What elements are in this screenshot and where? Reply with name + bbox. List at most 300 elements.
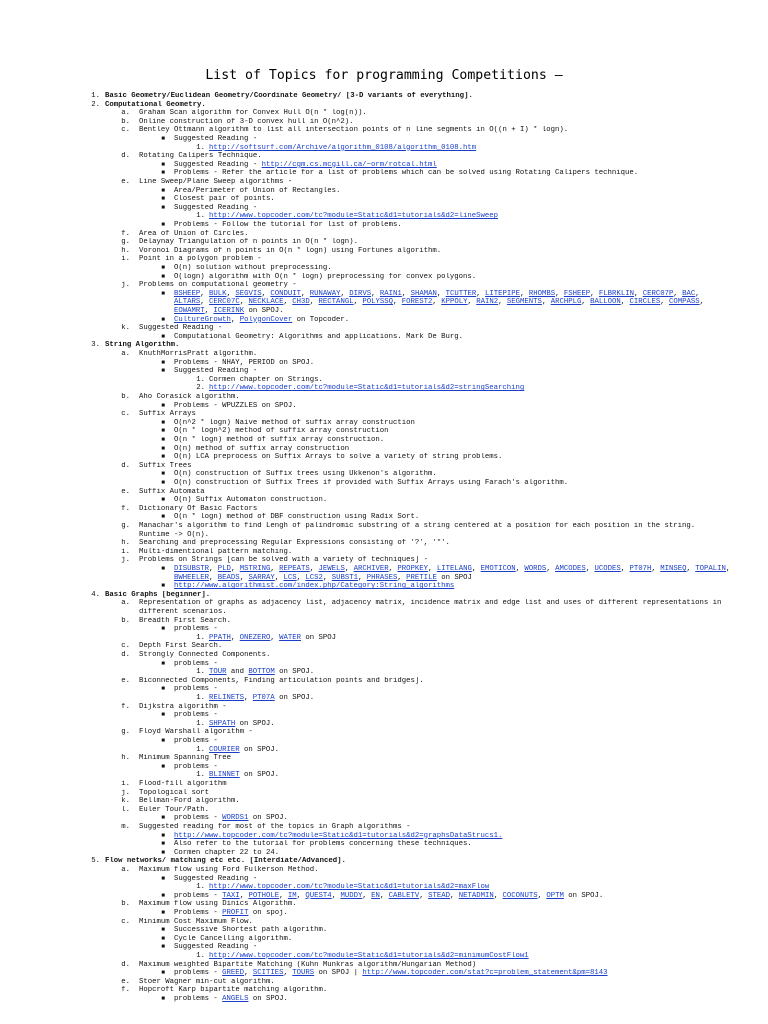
text-segment: Bentley Ottmann algorithm to list all intersection points of n line segments in O((n + I) * logn).: [139, 126, 569, 135]
link[interactable]: http://www.topcoder.com/tc?module=Static&d1=tutorials&d2=minimumCostFlow1: [209, 952, 529, 960]
link[interactable]: http://softsurf.com/Archive/algorithm_0108/algorithm_0108.htm: [209, 143, 477, 152]
list-line: [0, 350, 768, 359]
link[interactable]: BULK: [209, 289, 227, 298]
list-text: [174, 513, 419, 522]
bullet-square-icon: ■: [161, 427, 165, 435]
link[interactable]: GREED: [222, 969, 245, 978]
bullet-square-icon: ■: [161, 625, 165, 633]
link[interactable]: LITELANG: [436, 565, 472, 573]
link[interactable]: COMPASS: [668, 298, 700, 307]
link[interactable]: RUNAWAY: [309, 289, 341, 298]
text-segment: ,: [270, 565, 280, 573]
text-segment: String Algorithm.: [105, 341, 180, 350]
link[interactable]: PT07H: [629, 565, 652, 573]
list-text: [139, 986, 327, 995]
text-segment: ,: [520, 289, 529, 298]
list-marker: m.: [121, 823, 130, 831]
link[interactable]: RAIN1: [379, 289, 402, 298]
link[interactable]: RELINETS: [209, 694, 245, 702]
link[interactable]: RAIN2: [476, 298, 499, 307]
link[interactable]: UCODES: [594, 565, 621, 573]
link[interactable]: FOREST2: [401, 298, 433, 307]
text-segment: ,: [357, 573, 367, 582]
text-segment: ,: [541, 298, 551, 307]
list-line: [0, 677, 768, 686]
list-text: [209, 212, 498, 221]
list-text: [174, 333, 463, 342]
link[interactable]: BAC: [682, 289, 696, 298]
bullet-square-icon: ■: [161, 264, 165, 271]
list-line: [0, 556, 768, 565]
list-line: [0, 918, 768, 927]
list-line: [0, 617, 768, 626]
bullet-square-icon: ■: [161, 874, 165, 882]
text-segment: ,: [244, 969, 253, 978]
list-text: [174, 935, 292, 944]
link[interactable]: CH3D: [292, 298, 310, 307]
text-segment: Problems - Refer the article for a list of problems which can be solved using Rotating Calipers technique.: [174, 169, 639, 178]
text-segment: ,: [467, 298, 477, 307]
list-marker: d.: [121, 152, 130, 161]
list-text: [105, 92, 473, 101]
list-marker: d.: [121, 651, 130, 659]
list-line: [0, 496, 768, 505]
text-segment: ,: [309, 298, 319, 307]
list-text: [139, 703, 227, 712]
text-segment: Runtime -> O(n).: [139, 530, 210, 539]
bullet-square-icon: ■: [161, 203, 165, 211]
link[interactable]: EOWAMRT: [174, 307, 205, 315]
list-text: [174, 995, 288, 1004]
link[interactable]: MSTRING: [239, 565, 271, 573]
list-marker: 1.: [196, 771, 205, 780]
list-line: [0, 539, 768, 548]
list-line: [0, 531, 768, 540]
list-line: [0, 427, 768, 436]
link[interactable]: SHPATH: [209, 719, 236, 728]
list-text: [209, 384, 524, 393]
text-segment: Breadth First Search.: [139, 616, 231, 625]
link[interactable]: IM: [287, 891, 297, 900]
link[interactable]: LCS2: [305, 573, 323, 582]
text-segment: Suggested Reading -: [174, 135, 258, 143]
link[interactable]: TCUTTER: [445, 289, 477, 298]
text-segment: Cormen chapter on Strings.: [209, 375, 323, 384]
list-line: [0, 660, 768, 669]
list-line: [0, 892, 768, 901]
bullet-square-icon: ■: [161, 565, 165, 572]
list-text: [139, 247, 441, 256]
link[interactable]: LCS: [283, 573, 297, 582]
link[interactable]: EN: [371, 891, 380, 900]
link[interactable]: WATER: [279, 633, 301, 642]
list-line: [0, 978, 768, 987]
text-segment: on SPOJ: [301, 633, 337, 642]
text-segment: ,: [200, 289, 210, 298]
link[interactable]: SHAMAN: [410, 289, 437, 298]
link[interactable]: ANGELS: [222, 995, 249, 1003]
bullet-square-icon: ■: [161, 358, 165, 366]
bullet-square-icon: ■: [161, 848, 165, 856]
list-text: [174, 445, 349, 454]
link[interactable]: SCITIES: [252, 969, 284, 978]
list-text: [139, 548, 292, 557]
list-line: [0, 359, 768, 368]
text-segment: Euler Tour/Path.: [139, 805, 210, 814]
link[interactable]: CultureGrowth: [174, 315, 231, 324]
text-segment: ,: [471, 565, 481, 573]
text-segment: problems -: [174, 762, 218, 771]
text-segment: O(n^2 * logn) Naive method of suffix array construction: [174, 418, 415, 427]
bullet-square-icon: ■: [161, 831, 165, 839]
bullet-square-icon: ■: [161, 762, 165, 770]
text-segment: Also refer to the tutorial for problems concerning these techniques.: [174, 840, 472, 849]
list-line: [0, 565, 768, 574]
list-marker: c.: [121, 642, 130, 651]
link[interactable]: http://www.topcoder.com/tc?module=Static&d1=tutorials&d2=stringSearching: [209, 384, 525, 393]
link[interactable]: BSHEEP: [174, 289, 201, 298]
list-line: [0, 264, 768, 273]
list-marker: a.: [121, 109, 130, 118]
list-marker: 1.: [196, 375, 205, 384]
list-text: [139, 789, 209, 798]
text-segment: ,: [725, 565, 731, 573]
link[interactable]: PPATH: [209, 633, 231, 642]
link[interactable]: http://www.topcoder.com/tc?module=Static&d1=tutorials&d2=graphsDataStrucs1.: [174, 831, 503, 840]
list-text: [174, 402, 297, 411]
text-segment: ,: [230, 565, 240, 573]
link[interactable]: LITEPIPE: [485, 289, 521, 298]
text-segment: and: [226, 668, 249, 677]
text-segment: Minimum Spanning Tree: [139, 754, 231, 763]
page-title: List of Topics for programming Competitions –: [205, 68, 563, 83]
list-text: [174, 685, 218, 694]
text-segment: Basic Graphs [beginner].: [105, 590, 211, 599]
link[interactable]: DIRVS: [349, 289, 372, 298]
bullet-square-icon: ■: [161, 470, 165, 478]
text-segment: Cycle Cancelling algorithm.: [174, 934, 293, 943]
bullet-square-icon: ■: [161, 479, 165, 486]
list-text: [139, 978, 275, 987]
link[interactable]: CONDUIT: [270, 289, 302, 298]
list-marker: f.: [121, 229, 130, 238]
bullet-square-icon: ■: [161, 418, 165, 426]
link[interactable]: PROFIT: [222, 909, 249, 917]
list-marker: a.: [121, 866, 130, 874]
list-line: [0, 341, 768, 350]
bullet-square-icon: ■: [161, 969, 165, 977]
link[interactable]: NECKLACE: [248, 298, 284, 307]
text-segment: ,: [200, 298, 210, 307]
list-text: [174, 875, 257, 884]
text-segment: O(n) method of suffix array construction: [174, 444, 350, 453]
list-line: [0, 513, 768, 522]
list-line: [0, 419, 768, 428]
list-text: [174, 359, 314, 368]
list-text: [139, 599, 721, 608]
text-segment: O(n) LCA preprocess on Suffix Arrays to solve a variety of string problems.: [174, 453, 503, 462]
text-segment: Suggested Reading -: [174, 203, 258, 212]
list-text: [174, 169, 638, 178]
bullet-square-icon: ■: [161, 367, 165, 375]
text-segment: ,: [274, 573, 284, 582]
list-text: [174, 419, 415, 428]
link[interactable]: MINSEQ: [660, 565, 687, 573]
link[interactable]: REPEATS: [279, 565, 310, 573]
link[interactable]: COURIER: [209, 745, 240, 754]
link[interactable]: FSHEEP: [563, 289, 591, 298]
list-line: [0, 823, 768, 832]
text-segment: ,: [230, 315, 240, 324]
list-text: [139, 178, 292, 187]
list-text: [139, 324, 222, 333]
link[interactable]: BEADS: [217, 573, 240, 582]
link[interactable]: SUBST1: [331, 573, 358, 582]
text-segment: Minimum Cost Maximum Flow.: [139, 917, 253, 926]
list-text: [174, 814, 288, 823]
bullet-square-icon: ■: [161, 891, 165, 899]
text-segment: on SPOJ.: [235, 719, 275, 728]
list-line: [0, 840, 768, 849]
list-text: [174, 195, 275, 204]
text-segment: problems -: [174, 625, 218, 634]
link[interactable]: CERC07P: [642, 289, 674, 298]
text-segment: Point in a polygon problem -: [139, 255, 262, 264]
list-marker: 1.: [196, 883, 205, 892]
link[interactable]: NETADMIN: [458, 891, 494, 900]
link[interactable]: FLBRKLIN: [598, 289, 634, 298]
list-text: [174, 307, 284, 316]
link[interactable]: POTHOLE: [248, 891, 280, 900]
link[interactable]: PT07A: [252, 694, 275, 702]
list-text: [174, 763, 218, 772]
list-marker: e.: [121, 487, 130, 496]
bullet-square-icon: ■: [161, 814, 165, 822]
text-segment: ,: [296, 573, 306, 582]
list-line: [0, 814, 768, 823]
text-segment: Biconnected Components, Finding articulation points and bridges].: [139, 676, 424, 685]
text-segment: problems -: [174, 737, 218, 745]
link[interactable]: AMCODES: [555, 565, 586, 573]
list-line: [0, 273, 768, 282]
text-segment: O(n) solution without preprocessing.: [174, 264, 332, 272]
list-marker: a.: [121, 350, 130, 358]
link[interactable]: TOURS: [292, 969, 315, 978]
list-marker: 3.: [91, 341, 100, 350]
list-marker: 1.: [91, 92, 100, 100]
list-line: [0, 857, 768, 866]
list-line: [0, 625, 768, 634]
list-line: [0, 195, 768, 204]
text-segment: Closest pair of points.: [174, 195, 275, 204]
bullet-square-icon: ■: [161, 135, 165, 142]
list-text: [139, 754, 231, 763]
list-marker: l.: [121, 805, 130, 814]
list-text: [174, 290, 700, 299]
text-segment: Cormen chapter 22 to 24.: [174, 848, 280, 857]
text-segment: ,: [244, 694, 253, 702]
text-segment: O(n * logn) method of DBF construction using Radix Sort.: [174, 513, 420, 522]
link[interactable]: KPPOLY: [441, 298, 468, 307]
list-line: [0, 505, 768, 514]
list-line: [0, 806, 768, 815]
link[interactable]: ARCHPLG: [550, 298, 582, 307]
list-text: [139, 238, 358, 247]
link[interactable]: ONEZERO: [239, 633, 271, 642]
text-segment: problems -: [174, 711, 218, 720]
link[interactable]: TOUR: [209, 668, 227, 677]
text-segment: ,: [476, 289, 486, 298]
link[interactable]: SEGVIS: [235, 289, 262, 298]
link[interactable]: POLYSSQ: [362, 298, 393, 307]
list-text: [174, 273, 476, 282]
link[interactable]: WORDS: [524, 565, 547, 573]
link[interactable]: BALLOON: [590, 298, 621, 307]
link[interactable]: MUDDY: [340, 891, 363, 900]
link[interactable]: BOTTOM: [248, 668, 275, 677]
list-line: [0, 703, 768, 712]
list-text: [139, 900, 297, 909]
list-text: [174, 453, 502, 462]
list-line: [0, 711, 768, 720]
link[interactable]: SEGMENTS: [506, 298, 542, 307]
text-segment: O(n * logn) method of suffix array construction.: [174, 436, 385, 444]
list-line: [0, 316, 768, 325]
link[interactable]: JEWELS: [318, 565, 345, 573]
list-line: [0, 109, 768, 118]
list-marker: f.: [121, 504, 130, 513]
list-line: [0, 324, 768, 333]
list-marker: 1.: [196, 719, 205, 728]
text-segment: O(n) Suffix Automaton construction.: [174, 496, 328, 505]
list-line: [0, 952, 768, 961]
list-line: [0, 875, 768, 884]
list-marker: b.: [121, 117, 130, 126]
list-text: [139, 118, 354, 127]
list-text: [105, 341, 179, 350]
list-text: [174, 943, 257, 952]
list-marker: g.: [121, 238, 130, 247]
link[interactable]: CIRCLES: [629, 298, 661, 307]
text-segment: Problems -: [174, 909, 223, 917]
text-segment: ,: [673, 289, 683, 298]
list-line: [0, 685, 768, 694]
list-text: [139, 556, 428, 565]
list-text: [139, 488, 205, 497]
link[interactable]: CABLETV: [388, 891, 420, 900]
list-line: [0, 92, 768, 101]
link[interactable]: TOPALIN: [695, 565, 726, 573]
text-segment: Dijkstra algorithm -: [139, 702, 227, 711]
text-segment: ,: [660, 298, 669, 307]
link[interactable]: RHOMBS: [528, 289, 556, 298]
bullet-square-icon: ■: [161, 840, 165, 848]
list-line: [0, 221, 768, 230]
link[interactable]: RECTANGL: [318, 298, 354, 307]
list-line: [0, 961, 768, 970]
link[interactable]: http://www.algorithmist.com/index.php/Category:String_algorithms: [174, 582, 455, 591]
link[interactable]: BWHEELER: [174, 573, 210, 582]
list-text: [139, 109, 367, 118]
text-segment: Bellman-Ford algorithm.: [139, 797, 240, 806]
list-marker: 4.: [91, 590, 100, 599]
list-line: [0, 883, 768, 892]
text-segment: O(logn) algorithm with O(n * logn) preprocessing for convex polygons.: [174, 272, 477, 281]
link[interactable]: QUEST4: [305, 891, 332, 900]
list-text: [139, 651, 270, 660]
link[interactable]: ARCHIVER: [353, 565, 389, 573]
list-line: [0, 582, 768, 591]
link[interactable]: http://cgm.cs.mcgill.ca/~orm/rotcal.html: [261, 160, 437, 169]
link[interactable]: CERC07C: [209, 298, 240, 307]
text-segment: ,: [401, 289, 411, 298]
list-line: [0, 642, 768, 651]
link[interactable]: COCONUTS: [502, 891, 538, 900]
bullet-square-icon: ■: [161, 315, 165, 323]
link[interactable]: PROPKEY: [397, 565, 429, 573]
text-segment: ,: [283, 298, 293, 307]
link[interactable]: PolygonCover: [239, 315, 293, 324]
link[interactable]: http://www.topcoder.com/tc?module=Static&d1=tutorials&d2=maxFlow: [209, 883, 490, 892]
link[interactable]: TAXI: [222, 891, 240, 900]
list-marker: f.: [121, 702, 130, 711]
link[interactable]: EMOTICON: [480, 565, 516, 573]
text-segment: ,: [699, 298, 705, 307]
list-line: [0, 178, 768, 187]
text-segment: Flood-fill algorithm: [139, 780, 227, 788]
link[interactable]: PHRASES: [366, 573, 398, 582]
link[interactable]: SARRAY: [248, 573, 275, 582]
text-segment: Problems - WPUZZLES on SPOJ.: [174, 401, 297, 410]
list-text: [174, 574, 472, 583]
bullet-square-icon: ■: [161, 659, 165, 667]
text-segment: Successive Shortest path algorithm.: [174, 926, 328, 935]
text-segment: problems -: [174, 685, 218, 694]
text-segment: O(n) construction of Suffix trees using Ukkenon's algorithm.: [174, 470, 437, 479]
text-segment: ,: [353, 298, 363, 307]
bullet-square-icon: ■: [161, 169, 165, 177]
list-line: [0, 746, 768, 755]
list-marker: c.: [121, 410, 130, 419]
link[interactable]: http://www.topcoder.com/stat?c=problem_statement&pm=8143: [362, 969, 608, 978]
text-segment: ,: [428, 565, 437, 573]
list-text: [209, 771, 279, 780]
text-segment: ,: [432, 298, 442, 307]
link[interactable]: OPTM: [546, 891, 564, 900]
list-text: [209, 746, 279, 755]
link[interactable]: PRETILE: [406, 573, 437, 582]
list-line: [0, 995, 768, 1004]
list-line: [0, 393, 768, 402]
link[interactable]: ICERINK: [213, 307, 245, 315]
list-marker: b.: [121, 393, 130, 401]
link[interactable]: BLINNET: [209, 771, 240, 780]
link[interactable]: STEAD: [428, 891, 450, 900]
text-segment: on spoj.: [248, 909, 288, 917]
list-line: [0, 909, 768, 918]
bullet-square-icon: ■: [161, 909, 165, 916]
list-text: [139, 255, 262, 264]
link[interactable]: WORDS1: [222, 814, 249, 823]
link[interactable]: http://www.topcoder.com/tc?module=Static&d1=tutorials&d2=lineSweep: [209, 212, 499, 221]
list-line: [0, 651, 768, 660]
list-line: [0, 522, 768, 531]
text-segment: Rotating Calipers Technique.: [139, 152, 262, 161]
link[interactable]: ALTARS: [174, 298, 201, 307]
list-line: [0, 453, 768, 462]
link[interactable]: PLD: [217, 565, 231, 573]
link[interactable]: DISUBSTR: [174, 565, 210, 573]
